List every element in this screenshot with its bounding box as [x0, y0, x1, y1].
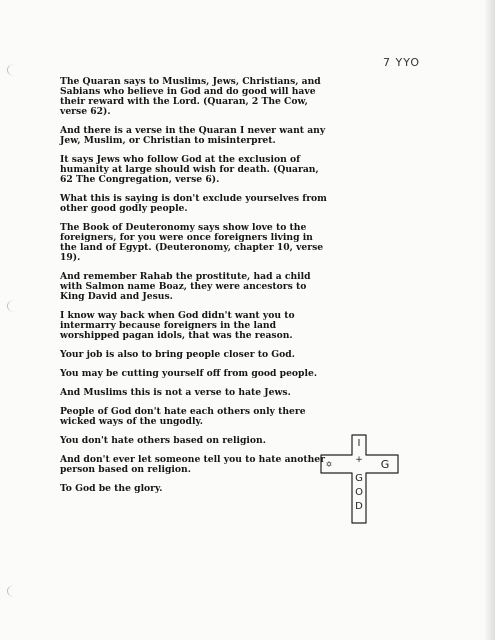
handwritten-page-number: 7 YYO [383, 56, 420, 69]
punch-hole-mark [7, 64, 22, 76]
cross-letter-i: I [357, 438, 361, 449]
cross-letter-g-right: G [380, 458, 390, 471]
paragraph: To God be the glory. [60, 483, 163, 494]
punch-hole-mark [7, 585, 22, 597]
punch-hole-mark [7, 300, 22, 312]
paragraph: You don't hate others based on religion. [60, 435, 266, 446]
paragraph: I know way back when God didn't want you to intermarry because foreigners in the land worshipped pagan idols, that was the reason. [60, 310, 295, 341]
paragraph: And Muslims this is not a verse to hate Jews. [60, 387, 291, 398]
cross-letter-g: G [355, 473, 363, 484]
star-of-david-icon: ✡ [325, 460, 333, 469]
paragraph: You may be cutting yourself off from good people. [60, 368, 318, 379]
cross-plus: + [355, 455, 363, 465]
paragraph: It says Jews who follow God at the exclusion of humanity at large should wish for death. (Quaran, 62 The Congregation, verse 6). [60, 154, 319, 185]
paragraph: And there is a verse in the Quaran I never want any Jew, Muslim, or Christian to misinterpret. [60, 125, 326, 146]
paragraph: The Quaran says to Muslims, Jews, Christians, and Sabians who believe in God and do good will have their reward with the Lord. (Quaran, 2 The Cow, verse 62). [60, 76, 321, 117]
paragraph: And don't ever let someone tell you to hate another person based on religion. [60, 454, 325, 475]
paragraph: What this is saying is don't exclude yourselves from other good godly people. [60, 193, 327, 214]
paragraph: Your job is also to bring people closer to God. [60, 349, 295, 360]
page-edge-shadow [485, 0, 495, 640]
paragraph: People of God don't hate each others only there wicked ways of the ungodly. [60, 406, 306, 427]
cross-letter-d: D [355, 501, 363, 512]
paragraph: And remember Rahab the prostitute, had a child with Salmon name Boaz, they were ancestors to King David and Jesus. [60, 271, 311, 302]
hand-drawn-cross [318, 433, 408, 525]
paragraph: The Book of Deuteronomy says show love to the foreigners, for you were once foreigners living in the land of Egypt. (Deuteronomy, chapter 10, verse 19). [60, 222, 324, 263]
cross-letter-o: O [355, 487, 363, 498]
